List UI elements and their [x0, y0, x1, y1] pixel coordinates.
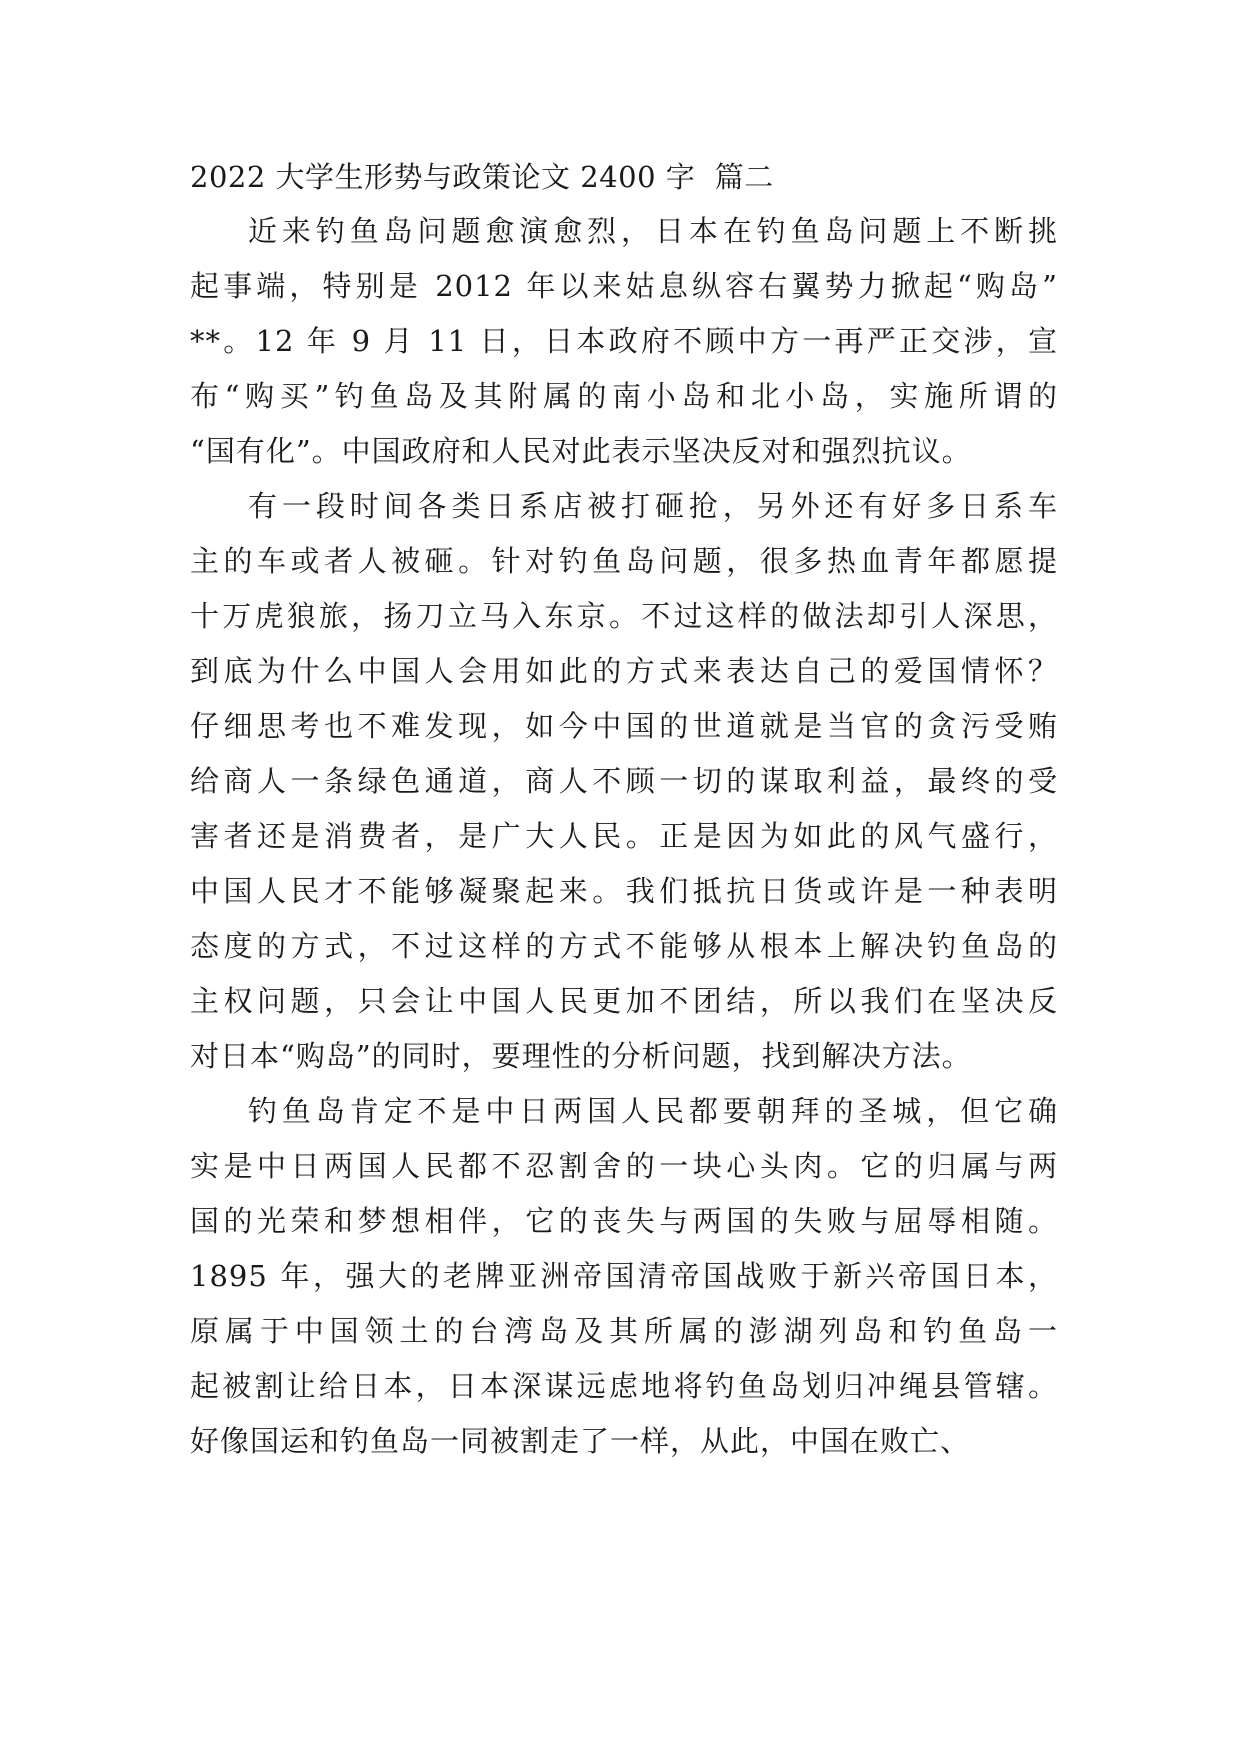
paragraph-line: 给商人一条绿色通道，商人不顾一切的谋取利益，最终的受 [190, 764, 1058, 798]
paragraph-line: 实是中日两国人民都不忍割舍的一块心头肉。它的归属与两 [190, 1149, 1058, 1183]
paragraph-line: 原属于中国领土的台湾岛及其所属的澎湖列岛和钓鱼岛一 [190, 1314, 1058, 1348]
paragraph-line: 对日本“购岛”的同时，要理性的分析问题，找到解决方法。 [190, 1039, 972, 1073]
document-title: 2022 大学生形势与政策论文 2400 字 篇二 [190, 160, 774, 194]
paragraph-line: 有一段时间各类日系店被打砸抢，另外还有好多日系车 [248, 489, 1058, 523]
paragraph-line: 钓鱼岛肯定不是中日两国人民都要朝拜的圣城，但它确 [248, 1094, 1058, 1128]
paragraph-2 [190, 479, 1058, 1084]
paragraph-line: 起事端，特别是 2012 年以来姑息纵容右翼势力掀起“购岛” [190, 269, 1058, 303]
paragraph-line: 起被割让给日本，日本深谋远虑地将钓鱼岛划归冲绳县管辖。 [190, 1369, 1058, 1403]
paragraph-line: 到底为什么中国人会用如此的方式来表达自己的爱国情怀？ [190, 654, 1058, 688]
paragraph-3 [190, 1084, 1058, 1469]
paragraph-line: 仔细思考也不难发现，如今中国的世道就是当官的贪污受贿 [190, 709, 1058, 743]
paragraph-line: 十万虎狼旅，扬刀立马入东京。不过这样的做法却引人深思， [190, 599, 1058, 633]
paragraph-line: 国的光荣和梦想相伴，它的丧失与两国的失败与屈辱相随。 [190, 1204, 1058, 1238]
paragraph-line: 好像国运和钓鱼岛一同被割走了一样，从此，中国在败亡、 [190, 1424, 971, 1458]
paragraph-line: 近来钓鱼岛问题愈演愈烈，日本在钓鱼岛问题上不断挑 [248, 214, 1058, 248]
paragraph-line: “国有化”。中国政府和人民对此表示坚决反对和强烈抗议。 [190, 434, 972, 468]
paragraph-1 [190, 204, 1058, 479]
paragraph-line: 主的车或者人被砸。针对钓鱼岛问题，很多热血青年都愿提 [190, 544, 1058, 578]
document-body [190, 150, 1058, 1469]
paragraph-line: 1895 年，强大的老牌亚洲帝国清帝国战败于新兴帝国日本， [190, 1259, 1058, 1293]
paragraph-line: 态度的方式，不过这样的方式不能够从根本上解决钓鱼岛的 [190, 929, 1058, 963]
paragraph-line: 中国人民才不能够凝聚起来。我们抵抗日货或许是一种表明 [190, 874, 1058, 908]
paragraph-line: 害者还是消费者，是广大人民。正是因为如此的风气盛行， [190, 819, 1058, 853]
paragraph-line: 主权问题，只会让中国人民更加不团结，所以我们在坚决反 [190, 984, 1058, 1018]
paragraph-line: 布“购买”钓鱼岛及其附属的南小岛和北小岛，实施所谓的 [190, 379, 1058, 413]
paragraph-line: **。12 年 9 月 11 日，日本政府不顾中方一再严正交涉，宣 [190, 324, 1058, 358]
